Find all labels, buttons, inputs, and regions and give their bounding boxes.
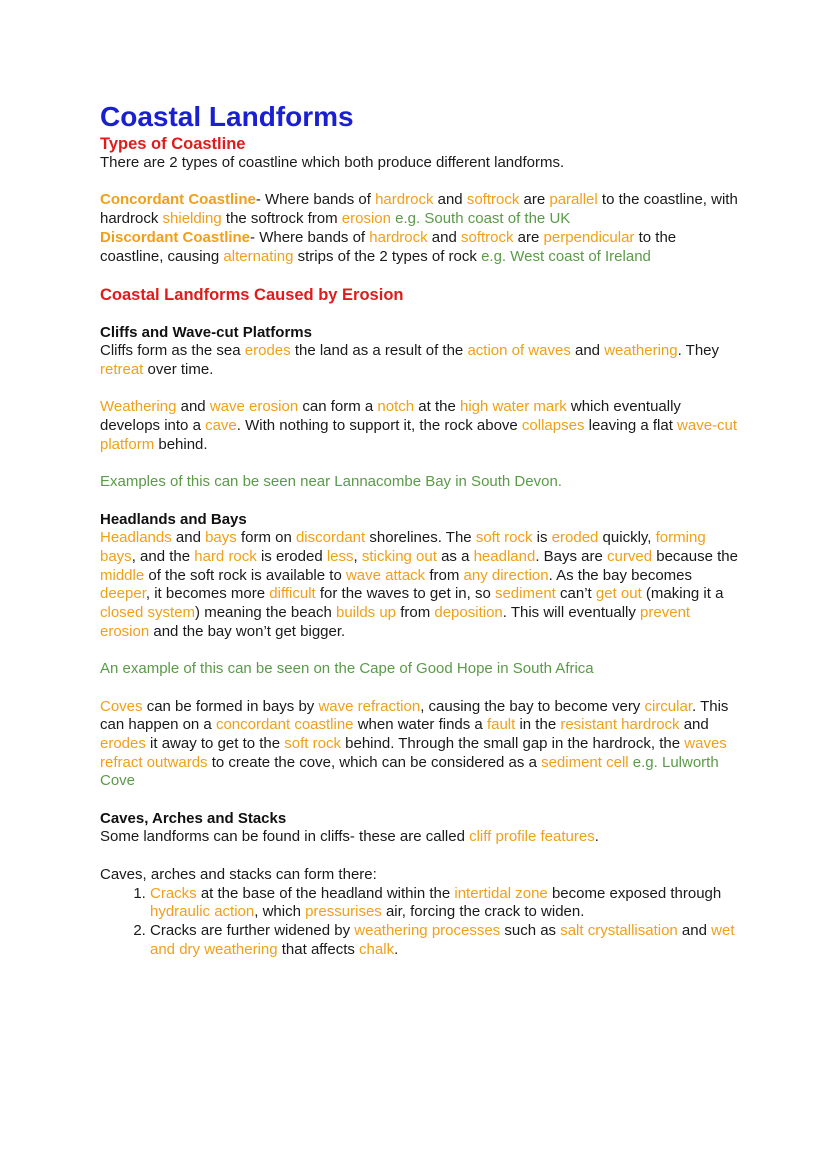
highlighted-term: waves refract outwards: [100, 734, 727, 771]
text-run: . They: [677, 342, 720, 360]
highlighted-term: less: [326, 547, 354, 565]
highlighted-term: circular: [644, 697, 692, 715]
caves-steps-list: [100, 885, 740, 960]
text-run: to the coastline, causing: [100, 228, 677, 265]
text-run: and: [171, 529, 206, 547]
spacer: [100, 305, 740, 324]
highlighted-term: soft rock: [475, 529, 533, 547]
concordant-paragraph: [100, 191, 740, 228]
text-run: at the base of the headland within the: [196, 884, 455, 902]
text-run: . This will eventually: [502, 604, 641, 622]
highlighted-term: middle: [100, 566, 145, 584]
highlighted-term: deposition: [434, 604, 503, 622]
coves-paragraph: [100, 698, 740, 792]
spacer: [100, 492, 740, 511]
highlighted-term: erosion: [341, 210, 391, 228]
highlighted-term: wave refraction: [318, 697, 421, 715]
page-title: Coastal Landforms: [100, 101, 354, 132]
highlighted-term: retreat: [100, 360, 144, 378]
highlighted-term: softrock: [461, 228, 514, 246]
highlighted-term: erodes: [100, 734, 146, 752]
subheading-caves: Caves, Arches and Stacks: [100, 809, 287, 827]
headlands-paragraph: [100, 529, 740, 641]
text-run: can’t: [555, 585, 596, 603]
highlighted-term: fault: [486, 716, 516, 734]
text-run: in the: [515, 716, 561, 734]
text-run: and: [677, 921, 712, 939]
list-item: [150, 922, 740, 959]
highlighted-term: prevent erosion: [100, 604, 691, 640]
headlands-example: An example of this can be seen on the Cape of Good Hope in South Africa: [100, 660, 594, 678]
text-run: which eventually develops into a: [100, 398, 681, 435]
text-run: and the bay won’t get bigger.: [149, 622, 346, 640]
text-run: to the coastline, with hardrock: [100, 191, 738, 228]
highlighted-term: builds up: [335, 604, 397, 622]
text-run: .: [394, 940, 399, 958]
highlighted-term: parallel: [549, 191, 598, 209]
text-run: shorelines. The: [365, 529, 476, 547]
spacer: [100, 847, 740, 866]
text-run: , it becomes more: [145, 585, 270, 603]
text-run: behind. Through the small gap in the hardrock, the: [340, 734, 685, 752]
text-run: it away to get to the: [145, 734, 285, 752]
section-heading-types: Types of Coastline: [100, 135, 246, 153]
highlighted-term: shielding: [162, 210, 222, 228]
text-run: to create the cove, which can be considered as a: [207, 753, 542, 771]
text-run: and: [176, 398, 210, 416]
text-run: - Where bands of: [255, 191, 376, 209]
cliffs-paragraph-1: [100, 342, 740, 379]
highlighted-term: wave erosion: [209, 398, 299, 416]
highlighted-term: wave attack: [345, 566, 426, 584]
highlighted-term: cave: [205, 417, 237, 435]
highlighted-term: e.g. West coast of Ireland: [481, 247, 651, 265]
highlighted-term: e.g. South coast of the UK: [391, 210, 571, 228]
highlighted-term: eroded: [551, 529, 599, 547]
highlighted-term: sediment cell: [541, 753, 629, 771]
highlighted-term: weathering: [604, 342, 678, 360]
highlighted-term: softrock: [466, 191, 520, 209]
spacer: [100, 679, 740, 698]
text-run: and: [433, 191, 467, 209]
text-run: can form a: [298, 398, 378, 416]
highlighted-term: resistant hardrock: [560, 716, 680, 734]
subheading-cliffs: Cliffs and Wave-cut Platforms: [100, 323, 312, 341]
text-run: form on: [236, 529, 296, 547]
section-heading-erosion: Coastal Landforms Caused by Erosion: [100, 285, 404, 304]
highlighted-term: wave-cut platform: [100, 417, 738, 453]
highlighted-term: hardrock: [369, 228, 428, 246]
text-run: .: [594, 828, 599, 846]
text-run: and: [570, 342, 605, 360]
highlighted-term: hardrock: [375, 191, 434, 209]
spacer: [100, 266, 740, 285]
subheading-headlands: Headlands and Bays: [100, 510, 247, 528]
highlighted-term: action of waves: [467, 342, 571, 360]
text-run: is eroded: [256, 547, 327, 565]
highlighted-term: high water mark: [459, 398, 567, 416]
text-run: because the: [652, 547, 738, 565]
highlighted-term: headland: [473, 547, 536, 565]
text-run: leaving a flat: [584, 417, 678, 435]
highlighted-term: hard rock: [194, 547, 257, 565]
highlighted-term: discordant: [295, 529, 366, 547]
highlighted-term: soft rock: [284, 734, 341, 752]
text-run: ,: [353, 547, 362, 565]
text-run: , which: [254, 903, 306, 921]
highlighted-term: any direction: [463, 566, 549, 584]
text-run: - Where bands of: [250, 228, 370, 246]
highlighted-term: sticking out: [361, 547, 437, 565]
highlighted-term: get out: [595, 585, 642, 603]
highlighted-term: Concordant Coastline: [100, 191, 256, 209]
text-run: . As the bay becomes: [548, 566, 693, 584]
highlighted-term: Headlands: [100, 529, 172, 547]
highlighted-term: bays: [205, 529, 237, 547]
text-run: when water finds a: [353, 716, 487, 734]
highlighted-term: curved: [607, 547, 653, 565]
caves-paragraph-2: Caves, arches and stacks can form there:: [100, 865, 377, 883]
text-run: ) meaning the beach: [195, 604, 336, 622]
highlighted-term: pressurises: [305, 903, 382, 921]
text-run: at the: [414, 398, 460, 416]
text-run: Cliffs form as the sea: [100, 342, 245, 360]
highlighted-term: Weathering: [100, 398, 177, 416]
highlighted-term: alternating: [223, 247, 294, 265]
text-run: for the waves to get in, so: [315, 585, 495, 603]
types-intro: There are 2 types of coastline which both produce different landforms.: [100, 154, 565, 171]
text-run: and: [679, 716, 709, 734]
text-run: are: [513, 228, 544, 246]
text-run: can be formed in bays by: [142, 697, 319, 715]
text-run: over time.: [143, 360, 214, 378]
highlighted-term: notch: [377, 398, 415, 416]
text-run: . This can happen on a: [100, 697, 729, 734]
text-run: (making it a: [641, 585, 724, 603]
highlighted-term: difficult: [269, 585, 316, 603]
cliffs-paragraph-2: [100, 398, 740, 454]
text-run: from: [396, 604, 435, 622]
spacer: [100, 791, 740, 810]
text-run: , causing the bay to become very: [420, 697, 645, 715]
caves-paragraph-1: [100, 828, 740, 847]
highlighted-term: Discordant Coastline: [100, 228, 251, 246]
highlighted-term: intertidal zone: [454, 884, 548, 902]
highlighted-term: closed system: [100, 604, 196, 622]
text-run: and: [427, 228, 461, 246]
text-run: , and the: [131, 547, 195, 565]
document-body: [100, 100, 740, 959]
text-run: . With nothing to support it, the rock above: [236, 417, 522, 435]
spacer: [100, 454, 740, 473]
text-run: of the soft rock is available to: [144, 566, 346, 584]
highlighted-term: perpendicular: [543, 228, 635, 246]
text-run: Cracks are further widened by: [150, 921, 355, 939]
highlighted-term: chalk: [359, 940, 395, 958]
text-run: from: [425, 566, 464, 584]
text-run: behind.: [154, 435, 208, 453]
text-run: quickly,: [598, 529, 656, 547]
text-run: strips of the 2 types of rock: [293, 247, 482, 265]
discordant-paragraph: [100, 229, 740, 266]
highlighted-term: deeper: [100, 585, 146, 603]
text-run: as a: [436, 547, 474, 565]
highlighted-term: concordant coastline: [215, 716, 354, 734]
highlighted-term: cliff profile features: [469, 828, 595, 846]
spacer: [100, 173, 740, 192]
text-run: are: [519, 191, 550, 209]
spacer: [100, 380, 740, 399]
highlighted-term: erodes: [244, 342, 291, 360]
text-run: the land as a result of the: [290, 342, 468, 360]
text-run: . Bays are: [535, 547, 608, 565]
text-run: is: [532, 529, 552, 547]
highlighted-term: wet and dry weathering: [150, 921, 735, 958]
highlighted-term: sediment: [494, 585, 556, 603]
list-item: [150, 885, 740, 922]
highlighted-term: salt crystallisation: [560, 921, 678, 939]
highlighted-term: forming bays: [100, 529, 706, 565]
highlighted-term: weathering processes: [354, 921, 501, 939]
highlighted-term: collapses: [521, 417, 585, 435]
highlighted-term: Cracks: [150, 884, 197, 902]
highlighted-term: Coves: [100, 697, 143, 715]
text-run: such as: [500, 921, 561, 939]
spacer: [100, 641, 740, 660]
highlighted-term: hydraulic action: [150, 903, 255, 921]
text-run: become exposed through: [547, 884, 722, 902]
text-run: air, forcing the crack to widen.: [381, 903, 585, 921]
highlighted-term: e.g. Lulworth Cove: [100, 753, 719, 790]
cliffs-example: Examples of this can be seen near Lannacombe Bay in South Devon.: [100, 473, 562, 491]
text-run: Some landforms can be found in cliffs- these are called: [100, 828, 470, 846]
text-run: that affects: [277, 940, 360, 958]
text-run: the softrock from: [221, 210, 342, 228]
